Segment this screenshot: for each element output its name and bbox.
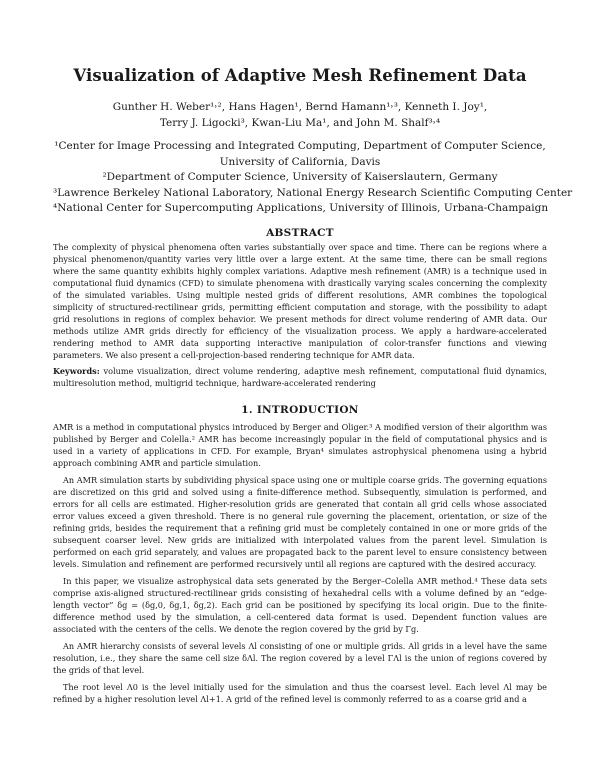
- affiliation-line: ²Department of Computer Science, University of Kaiserslautern, Germany: [102, 171, 498, 184]
- affiliation-line: University of California, Davis: [219, 155, 381, 168]
- paper-title: Visualization of Adaptive Mesh Refinement Data: [73, 66, 527, 85]
- introduction-body: [53, 422, 547, 711]
- intro-paragraph: AMR is a method in computational physics introduced by Berger and Oliger.³ A modified version of their algorithm was published by Berger and Colella.² AMR has become increasingly popular in the field of computational physics and is used in a variety of applications in CFD. For example, Bryan⁴ simulates astrophysical phenomena using a hybrid approach combining AMR and particle simulation.: [53, 422, 547, 468]
- intro-paragraph: The root level Λ0 is the level initially used for the simulation and thus the coarsest level. Each level Λl may be refined by a higher resolution level Λl+1. A grid of the refined level is commonly referred to as a coarse grid and a: [53, 681, 547, 704]
- keywords-label: Keywords:: [53, 366, 100, 376]
- keywords-block: [53, 366, 547, 390]
- abstract-body: The complexity of physical phenomena often varies substantially over space and time. There can be regions where a physical phenomenon/quantity varies very little over a large extent. At the same time, there can be small regions where the same quantity exhibits highly complex variations. Adaptive mesh refinement (AMR) is a technique used in computational fluid dynamics (CFD) to simulate phenomena with drastically varying scales concerning the complexity of the simulated variables. Using multiple nested grids of different resolutions, AMR combines the topological simplicity of structured-rectilinear grids, permitting efficient computation and storage, with the possibility to adapt grid resolutions in regions of complex behavior. We present methods for direct volume rendering of AMR data. Our methods utilize AMR grids directly for efficiency of the visualization process. We apply a hardware-accelerated rendering method to AMR data supporting interactive manipulation of color-transfer functions and viewing parameters. We also present a cell-projection-based rendering technique for AMR data.: [53, 242, 547, 360]
- author-line-1: Gunther H. Weber¹˒², Hans Hagen¹, Bernd Hamann¹˒³, Kenneth I. Joy¹,: [112, 101, 488, 113]
- intro-paragraph: In this paper, we visualize astrophysical data sets generated by the Berger–Colella AMR method.⁴ These data sets comprise axis-aligned structured-rectilinear grids consisting of hexahedral cells with a volume defined by an “edge-length vector” δg = (δg,0, δg,1, δg,2). Each grid can be positioned by specifying its local origin. Due to the finite-difference method used by the simulation, a cell-centered data format is used. Dependent function values are associated with the centers of the cells. We denote the region covered by the grid by Γg.: [53, 575, 547, 634]
- author-list: [53, 99, 547, 131]
- affiliation-line: ³Lawrence Berkeley National Laboratory, National Energy Research Scientific Computing Center: [53, 186, 573, 199]
- intro-paragraph: An AMR hierarchy consists of several levels Λl consisting of one or multiple grids. All grids in a level have the same resolution, i.e., they share the same cell size δΛl. The region covered by a level ΓΛl is the union of regions covered by the grids of that level.: [53, 640, 547, 675]
- intro-paragraph: An AMR simulation starts by subdividing physical space using one or multiple coarse grids. The governing equations are discretized on this grid and solved using a finite-difference method. Subsequently, simulation is performed, and errors for all cells are estimated. Higher-resolution grids are generated that contain all grid cells whose associated error values exceed a given threshold. There is no general rule governing the placement, orientation, or size of the refining grids, besides the requirement that a refining grid must be completely contained in one or more grids of the subsequent coarser level. New grids are initialized with interpolated values from the parent level. Simulation is performed on each grid separately, and values are propagated back to the parent level to ensure consistency between levels. Simulation and refinement are performed recursively until all regions are captured with the desired accuracy.: [53, 475, 547, 569]
- introduction-heading: 1. INTRODUCTION: [241, 404, 359, 416]
- abstract-heading: ABSTRACT: [266, 227, 334, 239]
- affiliation-line: ¹Center for Image Processing and Integrated Computing, Department of Computer Science,: [54, 140, 546, 152]
- author-line-2: Terry J. Ligocki³, Kwan-Liu Ma¹, and John M. Shalf³˒⁴: [159, 117, 441, 129]
- affiliation-list: [53, 139, 573, 217]
- keywords-text: volume visualization, direct volume rendering, adaptive mesh refinement, computational fluid dynamics, multiresolution method, multigrid technique, hardware-accelerated rendering: [53, 366, 547, 388]
- affiliation-line: ⁴National Center for Supercomputing Applications, University of Illinois, Urbana-Champaign: [53, 202, 549, 215]
